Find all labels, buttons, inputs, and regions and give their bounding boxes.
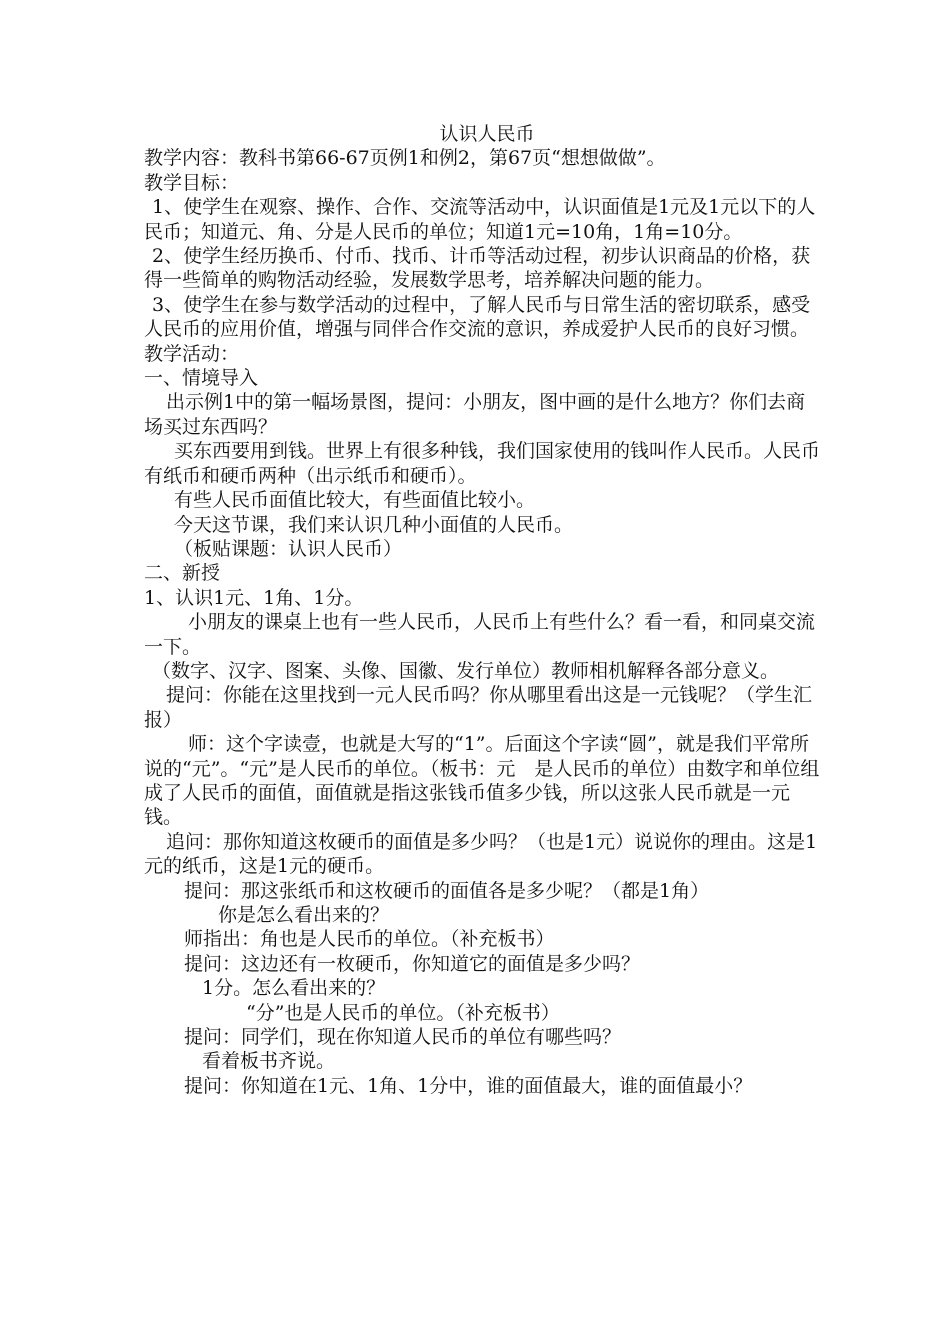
paragraph: 1分。怎么看出来的？ (202, 977, 386, 1000)
paragraph: 买东西要用到钱。世界上有很多种钱，我们国家使用的钱叫作人民币。人民币有纸币和硬币两种（出示纸币和硬币）。 (144, 440, 821, 487)
paragraph: （板贴课题：认识人民币） (174, 537, 403, 560)
document-title: 认识人民币 (439, 123, 535, 145)
paragraph: （数字、汉字、图案、头像、国徽、发行单位）教师相机解释各部分意义。 (152, 659, 780, 682)
paragraph: 追问：那你知道这枚硬币的面值是多少吗？（也是1元）说说你的理由。这是1元的纸币，这是1元的硬币。 (144, 830, 818, 878)
section-heading-activities: 教学活动： (144, 342, 240, 365)
paragraph: 提问：你能在这里找到一元人民币吗？你从哪里看出这是一元钱呢？（学生汇报） (144, 684, 813, 731)
section-heading-goals: 教学目标： (144, 171, 240, 194)
paragraph: 师：这个字读壹，也就是大写的“1”。后面这个字读“圆”，就是我们平常所说的“元”。“元”是人民币的单位。（板书：元 是人民币的单位）由数字和单位组成了人民币的面值，面值就是指这张钱币值多少钱，所以这张人民币就是一元钱。 (144, 733, 820, 829)
paragraph: 提问：你知道在1元、1角、1分中，谁的面值最大，谁的面值最小？ (184, 1074, 753, 1097)
goal-item-3: 3、使学生在参与数学活动的过程中，了解人民币与日常生活的密切联系，感受人民币的应用价值，增强与同伴合作交流的意识，养成爱护人民币的良好习惯。 (144, 293, 811, 341)
document-page (144, 122, 820, 1098)
paragraph: 有些人民币面值比较大，有些面值比较小。 (174, 489, 536, 512)
paragraph: 今天这节课，我们来认识几种小面值的人民币。 (174, 513, 574, 536)
section-heading-intro: 一、情境导入 (144, 367, 259, 390)
section-heading-new: 二、新授 (144, 562, 221, 585)
paragraph: 小朋友的课桌上也有一些人民币，人民币上有些什么？看一看，和同桌交流一下。 (144, 611, 816, 658)
teaching-content: 教学内容：教科书第66-67页例1和例2，第67页“想想做做”。 (144, 147, 666, 170)
goal-item-2: 2、使学生经历换币、付币、找币、计币等活动过程，初步认识商品的价格，获得一些简单的购物活动经验，发展数学思考，培养解决问题的能力。 (144, 245, 811, 292)
goal-item-1: 1、使学生在观察、操作、合作、交流等活动中，认识面值是1元及1元以下的人民币；知道元、角、分是人民币的单位；知道1元=10角，1角=10分。 (144, 196, 816, 243)
paragraph: 你是怎么看出来的？ (218, 904, 390, 926)
paragraph: 师指出：角也是人民币的单位。（补充板书） (184, 928, 555, 951)
paragraph: “分”也是人民币的单位。（补充板书） (246, 1001, 560, 1024)
subsection-heading: 1、认识1元、1角、1分。 (144, 586, 364, 609)
paragraph: 提问：这边还有一枚硬币，你知道它的面值是多少吗？ (184, 952, 641, 975)
paragraph: 看着板书齐说。 (202, 1050, 336, 1073)
paragraph: 提问：那这张纸币和这枚硬币的面值各是多少呢？（都是1角） (184, 879, 710, 902)
paragraph: 出示例1中的第一幅场景图，提问：小朋友，图中画的是什么地方？你们去商场买过东西吗？ (144, 391, 806, 438)
paragraph: 提问：同学们，现在你知道人民币的单位有哪些吗？ (184, 1026, 622, 1049)
